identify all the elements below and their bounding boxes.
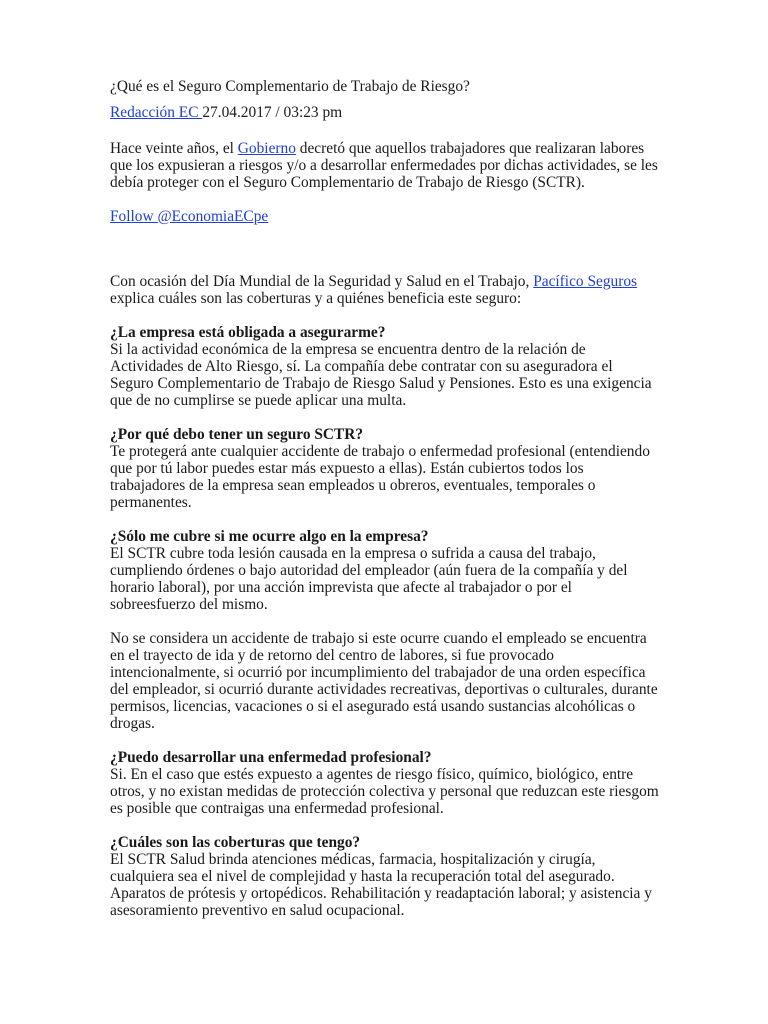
intro-paragraph <box>110 140 660 191</box>
question-heading: ¿Puedo desarrollar una enfermedad profesional? <box>110 749 432 766</box>
follow-link[interactable]: Follow @EconomiaECpe <box>110 208 269 225</box>
question-heading: ¿Por qué debo tener un seguro SCTR? <box>110 426 364 443</box>
occasion-paragraph <box>110 273 660 307</box>
exclusions-paragraph: No se considera un accidente de trabajo si este ocurre cuando el empleado se encuentra en el trayecto de ida y de retorno del centro de labores, si fue provocado intencionalmente, si ocurrió por incumplimiento del trabajador de una orden específica del empleador, si ocurrió durante actividades recreativas, deportivas o culturales, durante permisos, licencias, vacaciones o si el asegurado está usando sustancias alcohólicas o drogas. <box>110 630 658 732</box>
byline <box>110 104 660 121</box>
intro-text-after: decretó que aquellos trabajadores que realizaran labores que los expusieran a riesgos y/o a desarrollar enfermedades por dichas actividades, se les debía proteger con el Seguro Complementario de Trabajo de Riesgo (SCTR). <box>110 140 658 191</box>
qa-block-1 <box>110 324 660 409</box>
answer-text: El SCTR cubre toda lesión causada en la empresa o sufrida a causa del trabajo, cumpliendo órdenes o bajo autoridad del empleador (aún fuera de la compañía y del horario laboral), por una acción imprevista que afecte al trabajador o por el sobreesfuerzo del mismo. <box>110 545 628 613</box>
gobierno-link[interactable]: Gobierno <box>237 140 296 157</box>
qa-block-4 <box>110 749 660 817</box>
question-heading: ¿Sólo me cubre si me ocurre algo en la empresa? <box>110 528 429 545</box>
qa-block-2 <box>110 426 660 511</box>
pacifico-seguros-link[interactable]: Pacífico Seguros <box>533 273 638 290</box>
question-heading: ¿La empresa está obligada a asegurarme? <box>110 324 386 341</box>
qa-block-3 <box>110 528 660 613</box>
intro-text-before: Hace veinte años, el <box>110 140 238 157</box>
document-page <box>110 78 660 919</box>
question-heading: ¿Cuáles son las coberturas que tengo? <box>110 834 361 851</box>
follow-paragraph <box>110 208 660 225</box>
author-link[interactable]: Redacción EC <box>110 104 203 121</box>
answer-text: Si. En el caso que estés expuesto a agentes de riesgo físico, químico, biológico, entre otros, y no existan medidas de protección colectiva y personal que reduzcan este riesgom es posible que contraigas una enfermedad profesional. <box>110 766 659 817</box>
answer-text: Si la actividad económica de la empresa se encuentra dentro de la relación de Actividades de Alto Riesgo, sí. La compañía debe contratar con su aseguradora el Seguro Complementario de Trabajo de Riesgo Salud y Pensiones. Esto es una exigencia que de no cumplirse se puede aplicar una multa. <box>110 341 652 409</box>
answer-text: Te protegerá ante cualquier accidente de trabajo o enfermedad profesional (entendiendo que por tú labor puedes estar más expuesto a ellas). Están cubiertos todos los trabajadores de la empresa sean empleados u obreros, eventuales, temporales o permanentes. <box>110 443 650 511</box>
article-title: ¿Qué es el Seguro Complementario de Trabajo de Riesgo? <box>110 78 470 95</box>
occasion-text-before: Con ocasión del Día Mundial de la Seguridad y Salud en el Trabajo, <box>110 273 534 290</box>
publish-date: 27.04.2017 / 03:23 pm <box>202 104 343 121</box>
occasion-text-after: explica cuáles son las coberturas y a quiénes beneficia este seguro: <box>110 290 522 307</box>
answer-text: El SCTR Salud brinda atenciones médicas, farmacia, hospitalización y cirugía, cualquiera sea el nivel de complejidad y hasta la recuperación total del asegurado. Aparatos de prótesis y ortopédicos. Rehabilitación y readaptación laboral; y asistencia y asesoramiento preventivo en salud ocupacional. <box>110 851 652 919</box>
qa-block-5 <box>110 834 660 919</box>
